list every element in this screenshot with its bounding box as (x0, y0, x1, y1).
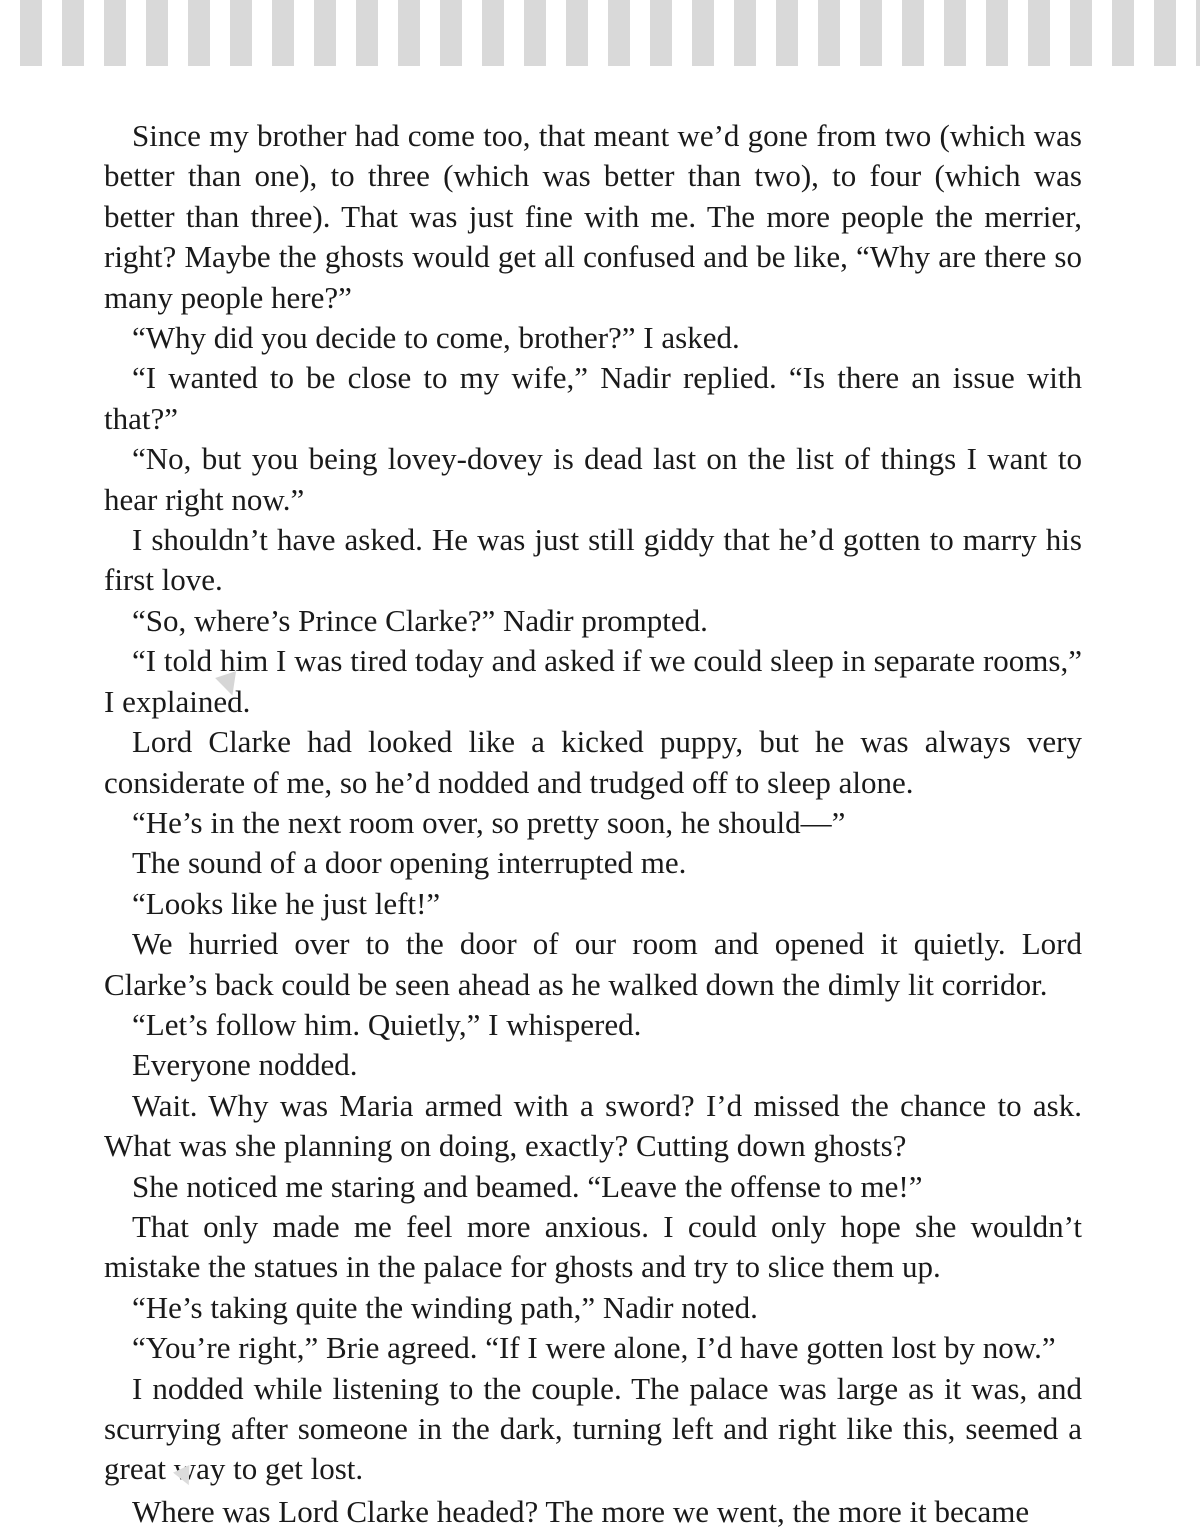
paragraph: We hurried over to the door of our room and opened it quietly. Lord Clarke’s back could be seen ahead as he walked down the dimly lit corridor. (104, 926, 1082, 1002)
paragraph: Lord Clarke had looked like a kicked puppy, but he was always very considerate of me, so he’d nodded and trudged off to sleep alone. (104, 724, 1082, 800)
paragraph: “I told him I was tired today and asked if we could sleep in separate rooms,” I explained. (104, 643, 1082, 719)
paragraph: “So, where’s Prince Clarke?” Nadir prompted. (132, 602, 708, 638)
paragraph: “You’re right,” Brie agreed. “If I were alone, I’d have gotten lost by now.” (132, 1330, 1056, 1366)
paragraph: “He’s in the next room over, so pretty soon, he should—” (132, 804, 846, 840)
paragraph: “He’s taking quite the winding path,” Nadir noted. (132, 1289, 758, 1325)
paragraph: “Why did you decide to come, brother?” I asked. (132, 320, 740, 356)
paragraph: Since my brother had come too, that meant we’d gone from two (which was better than one), to three (which was better than two), to four (which was better than three). That was just fine with me. The more people the merrier, right? Maybe the ghosts would get all confused and be like, “Why are there so many people here?” (104, 118, 1082, 315)
paragraph: “I wanted to be close to my wife,” Nadir replied. “Is there an issue with that?” (104, 360, 1082, 436)
paragraph: “Looks like he just left!” (132, 885, 441, 921)
paragraph: The sound of a door opening interrupted me. (132, 845, 687, 881)
page-top-border (0, 0, 1200, 66)
paragraph: “No, but you being lovey-dovey is dead last on the list of things I want to hear right now.” (104, 441, 1082, 517)
paragraph: “Let’s follow him. Quietly,” I whispered. (132, 1006, 642, 1042)
paragraph: I shouldn’t have asked. He was just still giddy that he’d gotten to marry his first love. (104, 522, 1082, 598)
cut-off-line: Where was Lord Clarke headed? The more we went, the more it became (132, 1494, 1030, 1529)
paragraph: Everyone nodded. (132, 1047, 358, 1083)
page-body (104, 116, 1082, 1490)
paragraph: I nodded while listening to the couple. The palace was large as it was, and scurrying after someone in the dark, turning left and right like this, seemed a great way to get lost. (104, 1370, 1082, 1487)
paragraph: She noticed me staring and beamed. “Leave the offense to me!” (132, 1168, 923, 1204)
paragraph: Wait. Why was Maria armed with a sword? I’d missed the chance to ask. What was she planning on doing, exactly? Cutting down ghosts? (104, 1087, 1082, 1164)
paragraph: That only made me feel more anxious. I could only hope she wouldn’t mistake the statues in the palace for ghosts and try to slice them up. (104, 1208, 1082, 1285)
